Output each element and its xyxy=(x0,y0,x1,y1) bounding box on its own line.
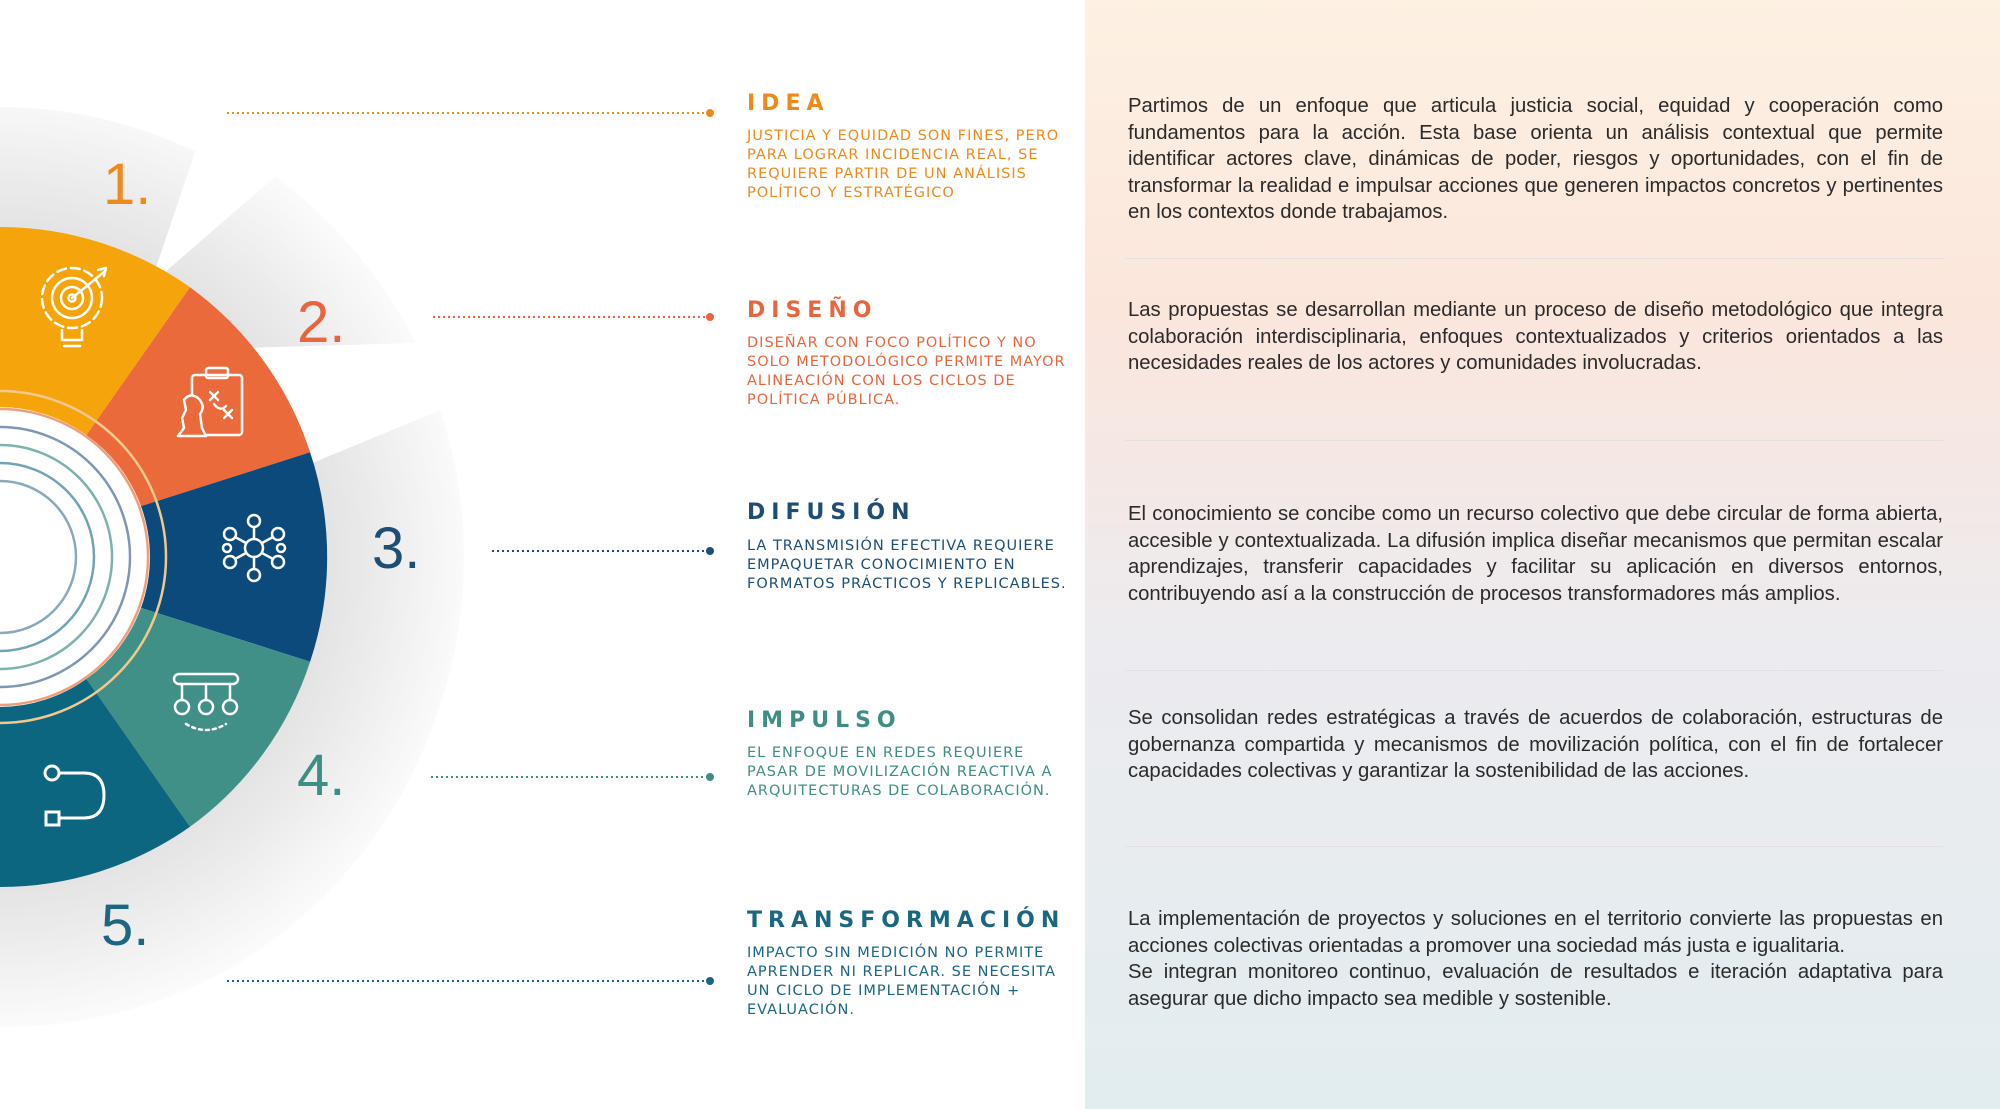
divider xyxy=(1125,258,1943,259)
stage-description-difusion: El conocimiento se concibe como un recurso colectivo que debe circular de forma abierta, accesible y contextualizada. La difusión implica diseñar mecanismos que permitan escalar aprendizajes, transferir capacidades y facilitar su aplicación en diversos entornos, contribuyendo así a la construcción de procesos transformadores más amplios. xyxy=(1128,503,1943,605)
stage-title-diseno: DISEÑO xyxy=(747,298,878,323)
connector-dots xyxy=(706,109,714,985)
divider xyxy=(1125,440,1943,441)
stage-title-difusion: DIFUSIÓN xyxy=(747,500,916,525)
stage-number-difusion: 3. xyxy=(372,516,421,581)
stage-description-idea: Partimos de un enfoque que articula justicia social, equidad y cooperación como fundamentos para la acción. Esta base orienta un análisis contextual que permite identificar actores clave, dinámicas de poder, riesgos y oportunidades, con el fin de transformar la realidad e impulsar acciones que generen impactos concretos y pertinentes en los contextos donde trabajamos. xyxy=(1128,95,1943,223)
stage-subtitle-diseno: DISEÑAR CON FOCO POLÍTICO Y NO SOLO METODOLÓGICO PERMITE MAYOR ALINEACIÓN CON LOS CICLOS DE POLÍTICA PÚBLICA. xyxy=(747,335,1066,408)
stage-title-idea: IDEA xyxy=(747,91,830,116)
stage-title-transformacion: TRANSFORMACIÓN xyxy=(747,908,1066,933)
stage-title-impulso: IMPULSO xyxy=(747,708,902,733)
stage-number-transformacion: 5. xyxy=(101,893,150,958)
stage-number-idea: 1. xyxy=(103,152,152,217)
divider xyxy=(1125,846,1943,847)
stage-description-impulso: Se consolidan redes estratégicas a través de acuerdos de colaboración, estructuras de gobernanza compartida y mecanismos de movilización política, con el fin de fortalecer capacidades colectivas y garantizar la sostenibilidad de las acciones. xyxy=(1128,707,1943,782)
stage-number-diseno: 2. xyxy=(297,290,346,355)
stage-subtitle-impulso: EL ENFOQUE EN REDES REQUIERE PASAR DE MOVILIZACIÓN REACTIVA A ARQUITECTURAS DE COLABORACIÓN. xyxy=(747,745,1053,799)
stage-description-diseno: Las propuestas se desarrollan mediante un proceso de diseño metodológico que integra colaboración interdisciplinaria, enfoques contextualizados y criterios orientados a las necesidades reales de los actores y comunidades involucradas. xyxy=(1128,299,1943,374)
stage-subtitle-difusion: LA TRANSMISIÓN EFECTIVA REQUIERE EMPAQUETAR CONOCIMIENTO EN FORMATOS PRÁCTICOS Y REPLICABLES. xyxy=(747,538,1067,592)
stage-subtitle-idea: JUSTICIA Y EQUIDAD SON FINES, PERO PARA LOGRAR INCIDENCIA REAL, SE REQUIERE PARTIR DE UN ANÁLISIS POLÍTICO Y ESTRATÉGICO xyxy=(747,128,1060,201)
stage-number-impulso: 4. xyxy=(297,743,346,808)
divider xyxy=(1125,670,1943,671)
stage-subtitle-transformacion: IMPACTO SIN MEDICIÓN NO PERMITE APRENDER NI REPLICAR. SE NECESITA UN CICLO DE IMPLEMENTACIÓN + EVALUACIÓN. xyxy=(747,945,1057,1018)
stage-description-transformacion: La implementación de proyectos y soluciones en el territorio convierte las propuestas en acciones colectivas orientadas a promover una sociedad más justa e igualitaria. Se integran monitoreo continuo, evaluación de resultados e iteración adaptativa para asegurar que dicho impacto sea medible y sostenible. xyxy=(1128,908,1943,1010)
